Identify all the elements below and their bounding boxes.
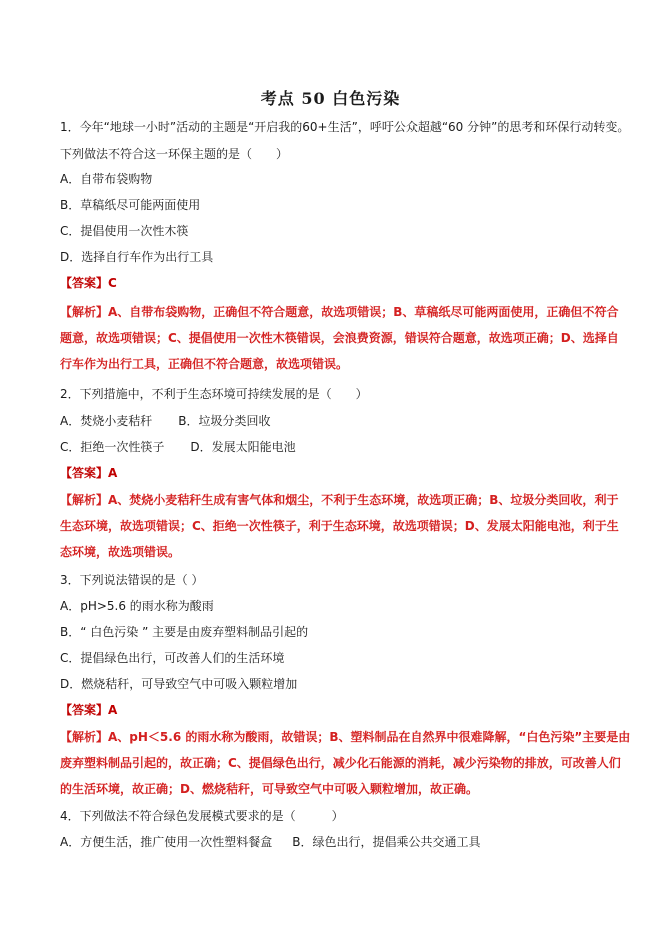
q1-analysis-line1: 【解析】A、自带布袋购物，正确但不符合题意，故选项错误；B、草稿纸尽可能两面使用，正确但不符合 <box>60 305 619 319</box>
q3-stem: 3．下列说法错误的是（ ） <box>60 573 204 587</box>
q2-option-b: B．垃圾分类回收 <box>178 414 271 428</box>
q2-answer: 【答案】A <box>60 466 118 480</box>
q1-option-a: A．自带布袋购物 <box>60 172 153 186</box>
q3-option-b: B．“ 白色污染 ” 主要是由废弃塑料制品引起的 <box>60 625 309 639</box>
q4-option-a: A．方便生活，推广使用一次性塑料餐盒 <box>60 835 273 849</box>
q4-option-b: B．绿色出行，提倡乘公共交通工具 <box>292 835 481 849</box>
q1-option-b: B．草稿纸尽可能两面使用 <box>60 198 201 212</box>
q3-analysis-line3: 的生活环境，故正确；D、燃烧秸秆，可导致空气中可吸入颗粒增加，故正确。 <box>60 782 478 796</box>
q1-analysis-line3: 行车作为出行工具，正确但不符合题意，故选项错误。 <box>60 357 349 371</box>
q3-analysis-line1: 【解析】A、pH＜5.6 的雨水称为酸雨，故错误；B、塑料制品在自然界中很难降解，“白色污染”主要是由 <box>60 730 631 744</box>
q2-option-c: C．拒绝一次性筷子 <box>60 440 165 454</box>
q4-stem: 4．下列做法不符合绿色发展模式要求的是（ ） <box>60 809 344 823</box>
q3-option-d: D．燃烧秸秆，可导致空气中可吸入颗粒增加 <box>60 677 298 691</box>
q3-option-c: C．提倡绿色出行，可改善人们的生活环境 <box>60 651 285 665</box>
q1-option-c: C．提倡使用一次性木筷 <box>60 224 189 238</box>
q3-option-a: A．pH>5.6 的雨水称为酸雨 <box>60 599 214 613</box>
q2-options-row2 <box>60 439 296 455</box>
q2-option-a: A．焚烧小麦秸秆 <box>60 414 153 428</box>
q2-options-row1 <box>60 413 270 429</box>
q3-analysis-line2: 废弃塑料制品引起的，故正确；C、提倡绿色出行，减少化石能源的消耗，减少污染物的排放，可改善人们 <box>60 756 621 770</box>
q2-analysis-line2: 生态环境，故选项错误；C、拒绝一次性筷子，利于生态环境，故选项错误；D、发展太阳能电池，利于生 <box>60 519 619 533</box>
q2-option-d: D．发展太阳能电池 <box>190 440 296 454</box>
q4-options-row1 <box>60 834 480 850</box>
page-title: 考点 50 白色污染 <box>260 89 401 108</box>
q1-analysis-line2: 题意，故选项错误；C、提倡使用一次性木筷错误，会浪费资源，错误符合题意，故选项正确；D、选择自 <box>60 331 619 345</box>
q1-stem-line1: 1．今年“地球一小时”活动的主题是“开启我的60+生活”，呼吁公众超越“60 分钟”的思考和环保行动转变。 <box>60 120 630 134</box>
q3-answer: 【答案】A <box>60 703 118 717</box>
q1-stem-line2: 下列做法不符合这一环保主题的是（ ） <box>60 147 289 161</box>
q1-answer: 【答案】C <box>60 276 117 290</box>
q1-option-d: D．选择自行车作为出行工具 <box>60 250 214 264</box>
q2-analysis-line1: 【解析】A、焚烧小麦秸秆生成有害气体和烟尘，不利于生态环境，故选项正确；B、垃圾分类回收，利于 <box>60 493 619 507</box>
q2-analysis-line3: 态环境，故选项错误。 <box>60 545 181 559</box>
q2-stem: 2．下列措施中，不利于生态环境可持续发展的是（ ） <box>60 387 368 401</box>
